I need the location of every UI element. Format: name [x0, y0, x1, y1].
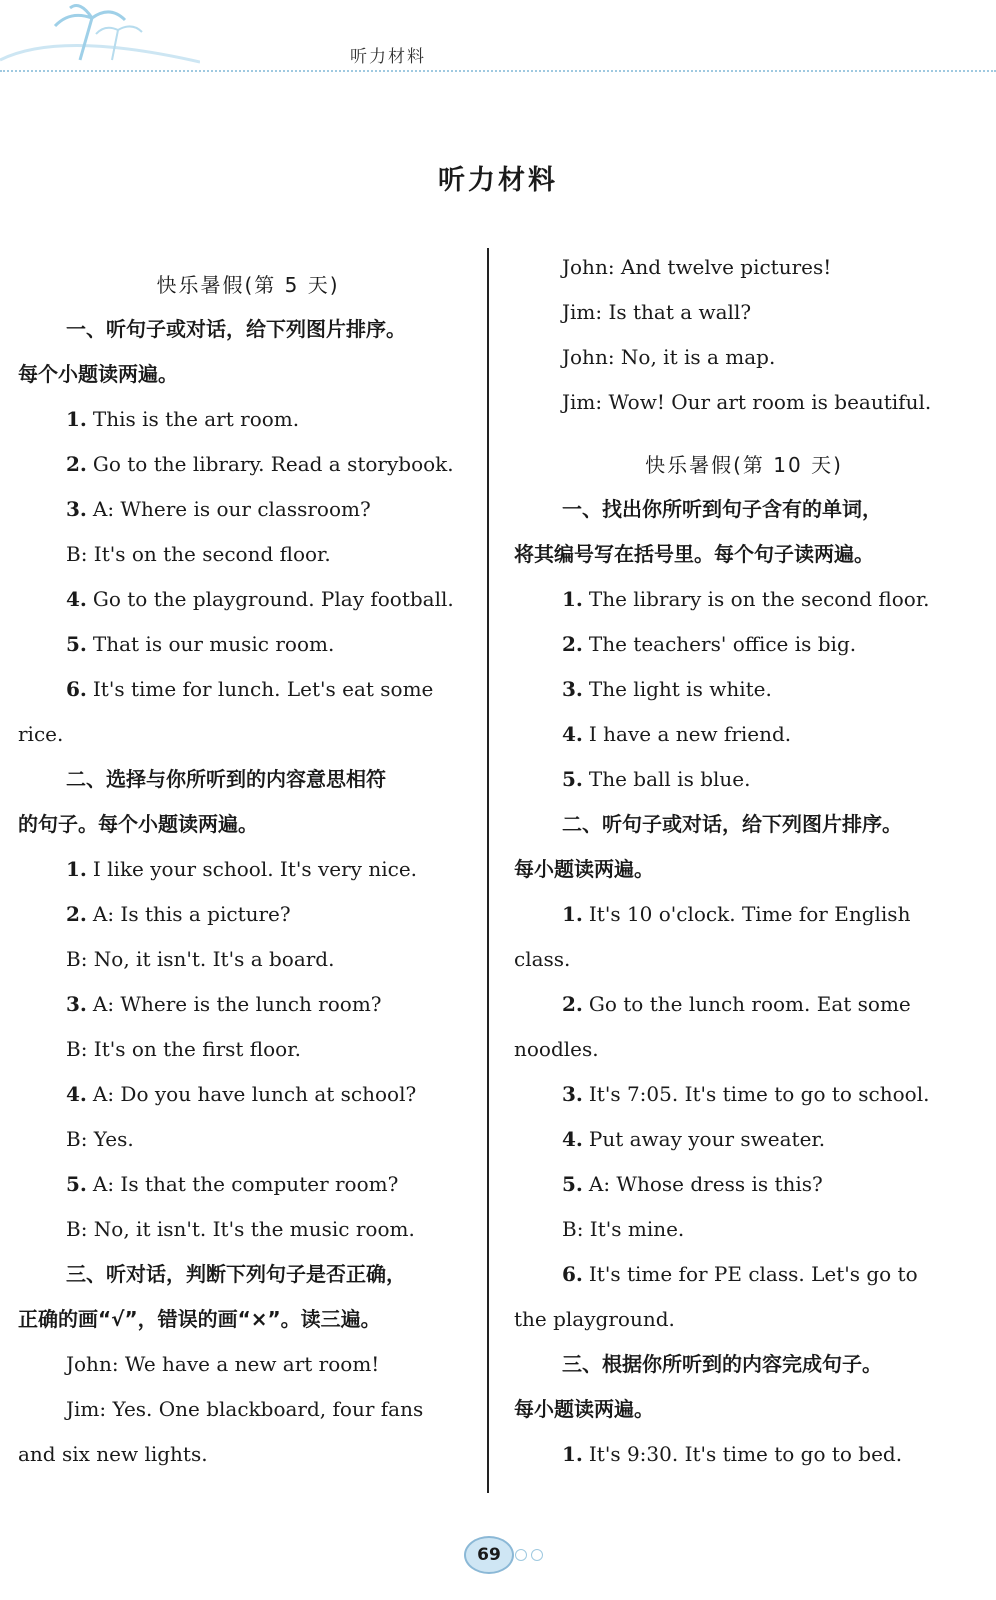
- item-number: 1.: [562, 587, 583, 611]
- list-item: [18, 847, 478, 892]
- item-text: Jim: Yes. One blackboard, four fans: [66, 1397, 424, 1421]
- header-rule: [0, 70, 996, 72]
- list-item: [18, 577, 478, 622]
- item-number: 2.: [66, 902, 87, 926]
- item-text: It's time for lunch. Let's eat some: [92, 677, 434, 701]
- left-column: [18, 245, 478, 1477]
- item-number: 6.: [66, 677, 87, 701]
- item-text: Put away your sweater.: [588, 1127, 826, 1151]
- list-item: [18, 1207, 478, 1252]
- list-item: [18, 622, 478, 667]
- list-item: [514, 577, 974, 622]
- list-item: [18, 937, 478, 982]
- item-number: 5.: [66, 632, 87, 656]
- list-item: [18, 1162, 478, 1207]
- item-text: John: We have a new art room!: [66, 1352, 380, 1376]
- item-number: 1.: [66, 407, 87, 431]
- item-number: 4.: [562, 1127, 583, 1151]
- item-text: It's 7:05. It's time to go to school.: [588, 1082, 930, 1106]
- item-text: Go to the library. Read a storybook.: [92, 452, 454, 476]
- list-item: [18, 442, 478, 487]
- list-item: [18, 892, 478, 937]
- list-item: [18, 487, 478, 532]
- item-text: A: Where is our classroom?: [92, 497, 371, 521]
- item-number: 3.: [66, 497, 87, 521]
- list-item: [18, 1387, 478, 1432]
- list-item: [18, 667, 478, 712]
- item-number: 4.: [66, 587, 87, 611]
- item-number: 4.: [562, 722, 583, 746]
- list-item: [18, 1027, 478, 1072]
- list-item: [18, 982, 478, 1027]
- running-title: 听力材料: [350, 47, 426, 67]
- item-text: Go to the playground. Play football.: [92, 587, 454, 611]
- item-number: 1.: [562, 902, 583, 926]
- exercise-heading: 二、听句子或对话，给下列图片排序。: [562, 812, 902, 836]
- right-column: [514, 245, 974, 1477]
- item-text: B: No, it isn't. It's a board.: [66, 947, 335, 971]
- exercise-heading: 三、听对话，判断下列句子是否正确，: [66, 1262, 406, 1286]
- item-text: A: Do you have lunch at school?: [92, 1082, 417, 1106]
- list-item: [514, 1432, 974, 1477]
- item-text: Jim: Wow! Our art room is beautiful.: [562, 390, 932, 414]
- item-text: It's time for PE class. Let's go to: [588, 1262, 918, 1286]
- section-day-title: 快乐暑假(第 5 天): [156, 273, 340, 297]
- exercise-heading-cont: 的句子。每个小题读两遍。: [18, 812, 258, 836]
- list-item: [514, 712, 974, 757]
- item-text: The light is white.: [588, 677, 772, 701]
- list-item: [18, 532, 478, 577]
- item-text: A: Is that the computer room?: [92, 1172, 399, 1196]
- list-item: [514, 335, 974, 380]
- section-day-title: 快乐暑假(第 10 天): [645, 453, 843, 477]
- list-item: [514, 1252, 974, 1297]
- text-line-wrap: noodles.: [514, 1037, 599, 1061]
- decor-dot: [515, 1549, 527, 1561]
- item-text: The ball is blue.: [588, 767, 751, 791]
- exercise-heading-cont: 正确的画“√”，错误的画“×”。读三遍。: [18, 1307, 381, 1331]
- item-text: Go to the lunch room. Eat some: [588, 992, 911, 1016]
- item-text: A: Is this a picture?: [92, 902, 291, 926]
- item-number: 6.: [562, 1262, 583, 1286]
- decor-dot: [531, 1549, 543, 1561]
- list-item: [18, 1072, 478, 1117]
- item-number: 3.: [562, 677, 583, 701]
- list-item: [514, 757, 974, 802]
- list-item: [514, 892, 974, 937]
- exercise-heading-cont: 每小题读两遍。: [514, 1397, 654, 1421]
- list-item: [514, 1207, 974, 1252]
- exercise-heading: 二、选择与你所听到的内容意思相符: [66, 767, 386, 791]
- page-header: [0, 0, 996, 110]
- item-text: It's 10 o'clock. Time for English: [588, 902, 911, 926]
- item-number: 5.: [66, 1172, 87, 1196]
- item-text: I like your school. It's very nice.: [92, 857, 418, 881]
- item-text: A: Whose dress is this?: [588, 1172, 823, 1196]
- page-number: 69: [464, 1536, 514, 1574]
- item-text: This is the art room.: [92, 407, 300, 431]
- item-text: John: And twelve pictures!: [562, 255, 832, 279]
- item-number: 2.: [66, 452, 87, 476]
- item-text: A: Where is the lunch room?: [92, 992, 382, 1016]
- list-item: [514, 1162, 974, 1207]
- text-line-wrap: class.: [514, 947, 571, 971]
- item-number: 1.: [562, 1442, 583, 1466]
- palm-tree-icon: [0, 0, 200, 70]
- item-text: The library is on the second floor.: [588, 587, 930, 611]
- list-item: [514, 982, 974, 1027]
- page-number-decoration: [515, 1546, 547, 1565]
- item-number: 5.: [562, 767, 583, 791]
- list-item: [18, 1342, 478, 1387]
- exercise-heading-cont: 将其编号写在括号里。每个句子读两遍。: [514, 542, 874, 566]
- list-item: [514, 290, 974, 335]
- item-number: 3.: [66, 992, 87, 1016]
- item-number: 2.: [562, 992, 583, 1016]
- text-line-wrap: the playground.: [514, 1307, 675, 1331]
- item-text: I have a new friend.: [588, 722, 792, 746]
- item-text: B: It's on the first floor.: [66, 1037, 301, 1061]
- item-number: 5.: [562, 1172, 583, 1196]
- column-divider: [487, 248, 489, 1493]
- page-title: 听力材料: [438, 165, 558, 196]
- item-number: 1.: [66, 857, 87, 881]
- list-item: [514, 1072, 974, 1117]
- item-text: That is our music room.: [92, 632, 335, 656]
- item-number: 2.: [562, 632, 583, 656]
- item-text: B: Yes.: [66, 1127, 134, 1151]
- item-text: It's 9:30. It's time to go to bed.: [588, 1442, 903, 1466]
- list-item: [514, 667, 974, 712]
- item-number: 4.: [66, 1082, 87, 1106]
- item-text: Jim: Is that a wall?: [562, 300, 752, 324]
- item-text: The teachers' office is big.: [588, 632, 857, 656]
- item-text: B: No, it isn't. It's the music room.: [66, 1217, 415, 1241]
- exercise-heading: 三、根据你所听到的内容完成句子。: [562, 1352, 882, 1376]
- list-item: [514, 380, 974, 425]
- item-number: 3.: [562, 1082, 583, 1106]
- exercise-heading-cont: 每小题读两遍。: [514, 857, 654, 881]
- exercise-heading: 一、听句子或对话，给下列图片排序。: [66, 317, 406, 341]
- list-item: [514, 245, 974, 290]
- item-text: B: It's mine.: [562, 1217, 685, 1241]
- item-text: John: No, it is a map.: [562, 345, 776, 369]
- item-text: B: It's on the second floor.: [66, 542, 331, 566]
- list-item: [514, 1117, 974, 1162]
- text-line-wrap: rice.: [18, 722, 64, 746]
- list-item: [18, 1117, 478, 1162]
- exercise-heading: 一、找出你所听到句子含有的单词，: [562, 497, 882, 521]
- list-item: [514, 622, 974, 667]
- list-item: [18, 397, 478, 442]
- exercise-heading-cont: 每个小题读两遍。: [18, 362, 178, 386]
- text-line-wrap: and six new lights.: [18, 1442, 208, 1466]
